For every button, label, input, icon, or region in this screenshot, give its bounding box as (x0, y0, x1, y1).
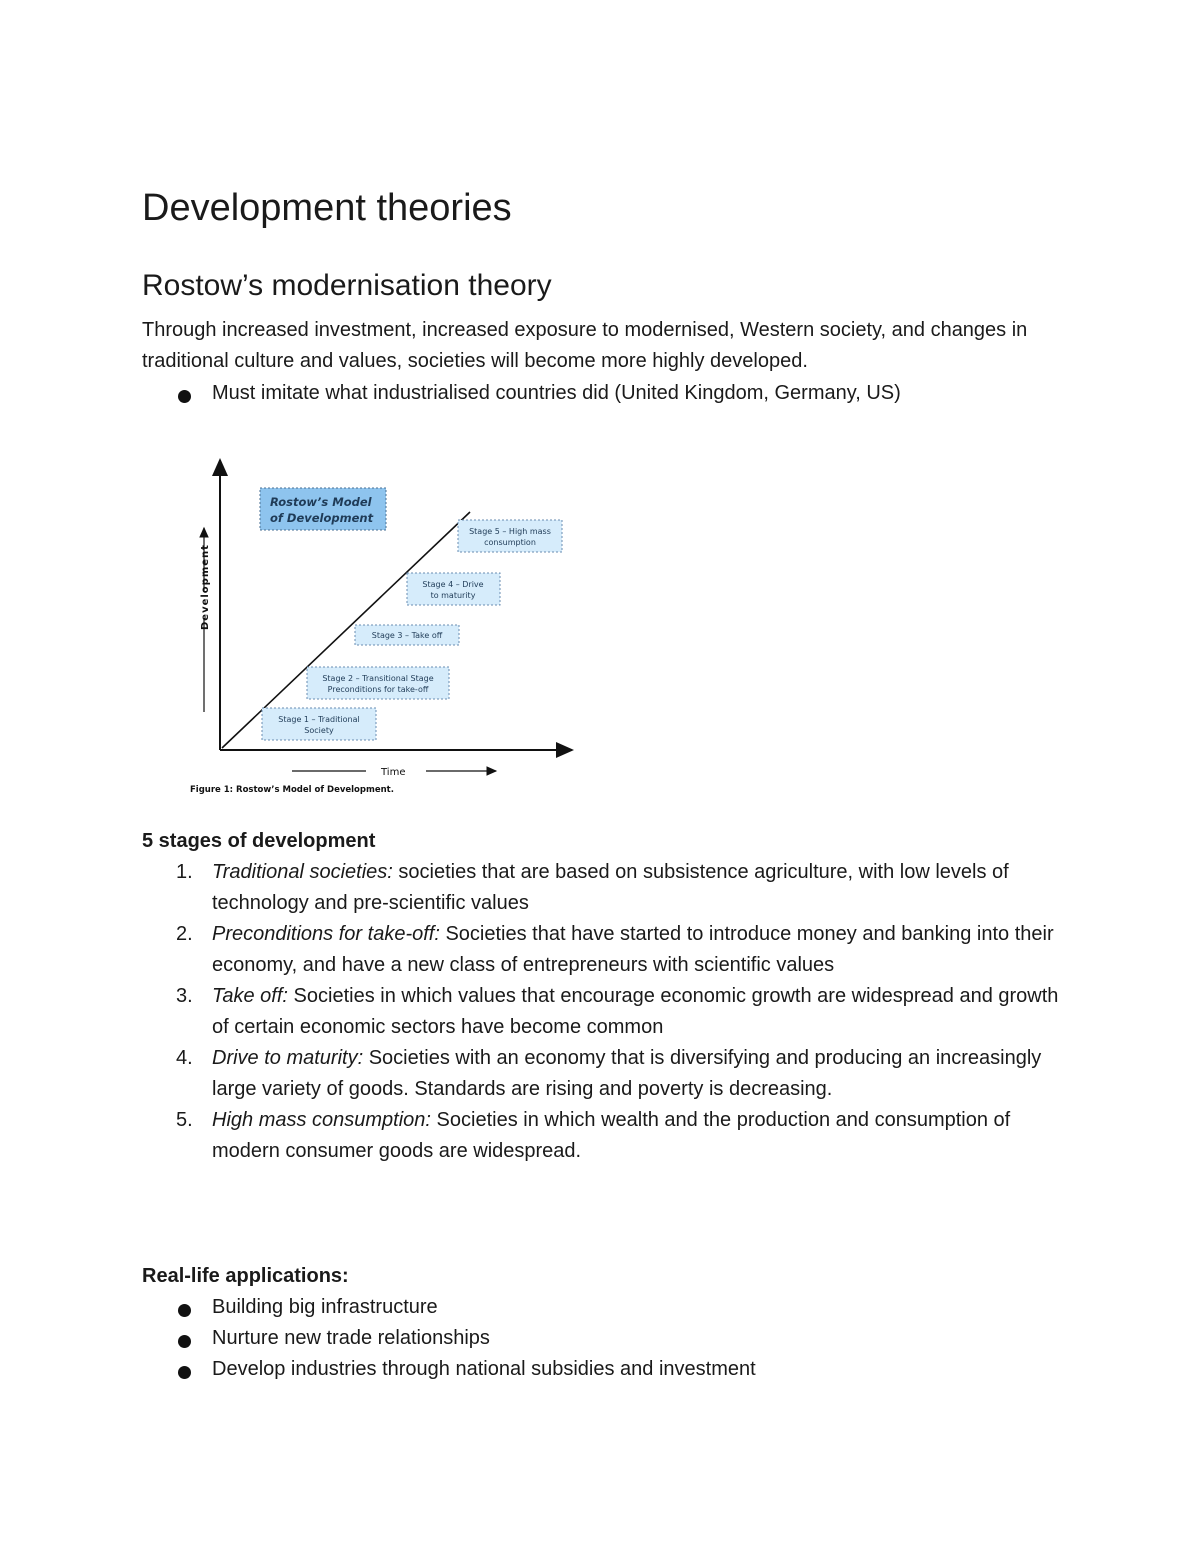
list-number: 5. (176, 1109, 193, 1131)
stage-description: Societies with an economy that is diversifying and producing an increasingly large variety of goods. Standards are rising and poverty is decreasing. (212, 1047, 1042, 1100)
stage-term: Preconditions for take-off: (212, 923, 440, 945)
intro-bullet-list (142, 378, 1062, 409)
stage-1-box (262, 708, 376, 740)
stage-term: Take off: (212, 985, 288, 1007)
rostow-model-figure (180, 450, 600, 800)
list-item (142, 919, 1062, 981)
stage-description: Societies that have started to introduce money and banking into their economy, and have a new class of entrepreneurs with scientific values (212, 923, 1054, 976)
list-number: 3. (176, 985, 193, 1007)
stage-4-line1: Stage 4 – Drive (422, 580, 484, 589)
stage-5-line1: Stage 5 – High mass (469, 527, 551, 536)
stage-2-line2: Preconditions for take-off (327, 685, 429, 694)
page-title: Development theories (142, 187, 512, 229)
stage-5-box (458, 520, 562, 552)
stage-term: Traditional societies: (212, 861, 393, 883)
stage-1-line1: Stage 1 – Traditional (278, 715, 360, 724)
x-axis-label: Time (381, 767, 406, 778)
applications-heading: Real-life applications: (142, 1265, 349, 1287)
list-number: 4. (176, 1047, 193, 1069)
stage-1-line2: Society (304, 726, 334, 735)
list-item: Must imitate what industrialised countries did (United Kingdom, Germany, US) (142, 378, 1062, 409)
section-heading: Rostow’s modernisation theory (142, 269, 552, 302)
list-item (142, 1043, 1062, 1105)
list-item (142, 857, 1062, 919)
stage-term: Drive to maturity: (212, 1047, 364, 1069)
list-item: Nurture new trade relationships (142, 1323, 1062, 1354)
rostow-diagram (180, 450, 600, 800)
stage-5-line2: consumption (484, 538, 536, 547)
list-item (142, 1105, 1062, 1167)
list-number: 2. (176, 923, 193, 945)
figure-title-line1: Rostow’s Model (270, 495, 372, 509)
stage-description: Societies in which values that encourage economic growth are widespread and growth of certain economic sectors have become common (212, 985, 1059, 1038)
list-number: 1. (176, 861, 193, 883)
list-item (142, 981, 1062, 1043)
stage-4-line2: to maturity (430, 591, 476, 600)
y-axis-label: Development (200, 544, 211, 630)
stage-2-line1: Stage 2 – Transitional Stage (322, 674, 434, 683)
stage-2-box (307, 667, 449, 699)
applications-list (142, 1292, 1062, 1385)
stage-3-line1: Stage 3 – Take off (371, 631, 443, 640)
stage-4-box (407, 573, 500, 605)
intro-paragraph: Through increased investment, increased exposure to modernised, Western society, and changes in traditional culture and values, societies will become more highly developed. (142, 319, 1028, 372)
stages-heading: 5 stages of development (142, 830, 376, 852)
figure-title-line2: of Development (270, 511, 374, 525)
list-item: Building big infrastructure (142, 1292, 1062, 1323)
stage-description: societies that are based on subsistence agriculture, with low levels of technology and pre-scientific values (212, 861, 1009, 914)
figure-caption: Figure 1: Rostow’s Model of Development. (190, 785, 394, 795)
list-item: Develop industries through national subsidies and investment (142, 1354, 1062, 1385)
stage-description: Societies in which wealth and the production and consumption of modern consumer goods are widespread. (212, 1109, 1011, 1162)
stage-term: High mass consumption: (212, 1109, 431, 1131)
stages-list (142, 857, 1062, 1167)
